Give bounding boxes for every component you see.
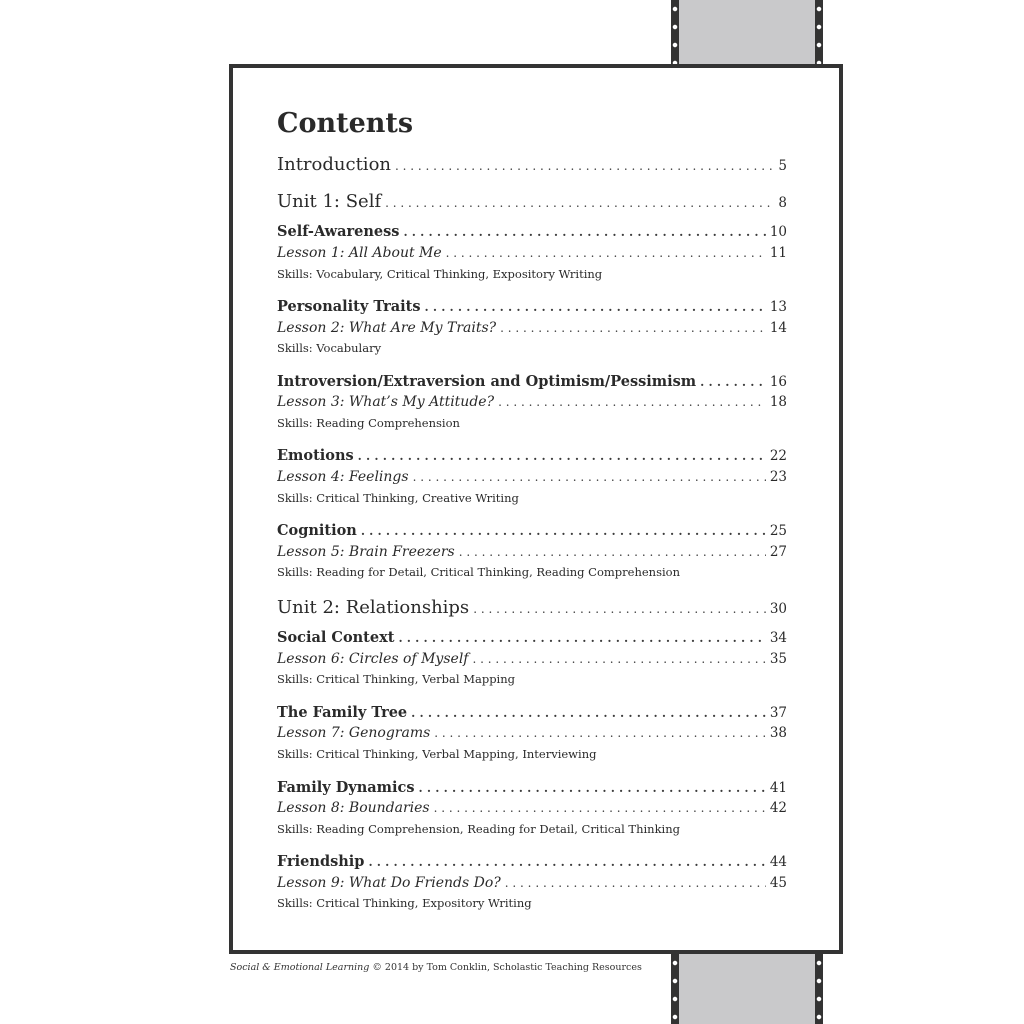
dot-leader bbox=[459, 542, 766, 562]
toc-skills: Skills: Critical Thinking, Verbal Mapping bbox=[277, 672, 516, 687]
toc-page-number: 5 bbox=[778, 158, 787, 175]
toc-lesson-row[interactable] bbox=[277, 467, 787, 488]
decorative-strip-bottom bbox=[671, 954, 823, 1024]
toc-page-number: 14 bbox=[769, 319, 787, 336]
dot-leader bbox=[446, 243, 766, 263]
dot-leader bbox=[434, 723, 766, 743]
toc-page-number: 18 bbox=[769, 394, 787, 411]
toc-page-number: 37 bbox=[769, 704, 787, 721]
toc-topic-row[interactable] bbox=[277, 520, 787, 542]
toc-unit-row[interactable] bbox=[277, 597, 787, 620]
toc-unit-row[interactable] bbox=[277, 154, 787, 177]
toc-skills: Skills: Reading for Detail, Critical Thinking, Reading Comprehension bbox=[277, 565, 680, 580]
toc-entry-label: Introversion/Extraversion and Optimism/Pessimism bbox=[277, 372, 697, 390]
toc-lesson-row[interactable] bbox=[277, 873, 787, 894]
toc-entry-label: Lesson 8: Boundaries bbox=[277, 800, 430, 817]
toc-entry-label: Unit 1: Self bbox=[277, 190, 382, 212]
toc-page-number: 45 bbox=[769, 874, 787, 891]
footer-credit: © 2014 by Tom Conklin, Scholastic Teaching Resources bbox=[369, 962, 642, 973]
toc-page-number: 22 bbox=[769, 448, 787, 465]
toc-topic-row[interactable] bbox=[277, 627, 787, 649]
table-of-contents bbox=[277, 108, 787, 914]
toc-page-number: 44 bbox=[769, 854, 787, 871]
toc-entry-label: Lesson 9: What Do Friends Do? bbox=[277, 874, 501, 891]
dot-leader bbox=[500, 318, 766, 338]
toc-topic-row[interactable] bbox=[277, 221, 787, 243]
toc-entry-label: Lesson 1: All About Me bbox=[277, 244, 442, 261]
dot-leader bbox=[398, 627, 765, 648]
toc-entry-label: Lesson 6: Circles of Myself bbox=[277, 650, 469, 667]
toc-entry-label: Cognition bbox=[277, 522, 357, 540]
toc-topic-row[interactable] bbox=[277, 777, 787, 799]
toc-entry-label: Self-Awareness bbox=[277, 223, 400, 241]
toc-topic-row[interactable] bbox=[277, 371, 787, 393]
dot-leader bbox=[395, 154, 774, 177]
toc-unit-row[interactable] bbox=[277, 191, 787, 214]
decorative-strip-top bbox=[671, 0, 823, 64]
page-footer bbox=[230, 962, 642, 973]
dot-leader bbox=[498, 392, 766, 412]
toc-page-number: 34 bbox=[769, 630, 787, 647]
page-frame bbox=[229, 64, 843, 954]
toc-page-number: 8 bbox=[778, 194, 787, 211]
footer-book-title: Social & Emotional Learning bbox=[230, 962, 370, 973]
dot-leader bbox=[473, 597, 766, 620]
toc-page-number: 38 bbox=[769, 725, 787, 742]
toc-entry-label: Social Context bbox=[277, 629, 395, 647]
dot-leader bbox=[403, 221, 765, 242]
dot-leader bbox=[385, 191, 774, 214]
toc-skills: Skills: Critical Thinking, Expository Writing bbox=[277, 896, 532, 911]
dot-leader bbox=[424, 296, 765, 317]
toc-entry-label: Emotions bbox=[277, 447, 354, 465]
dot-leader bbox=[419, 777, 766, 798]
toc-topic-row[interactable] bbox=[277, 851, 787, 873]
toc-lesson-row[interactable] bbox=[277, 542, 787, 563]
dot-leader bbox=[700, 371, 766, 392]
toc-skills: Skills: Critical Thinking, Verbal Mapping, Interviewing bbox=[277, 747, 597, 762]
toc-lesson-row[interactable] bbox=[277, 723, 787, 744]
toc-page-number: 41 bbox=[769, 779, 787, 796]
toc-topic-row[interactable] bbox=[277, 702, 787, 724]
toc-entry-label: Family Dynamics bbox=[277, 778, 415, 796]
dot-leader bbox=[472, 649, 765, 669]
toc-page-number: 23 bbox=[769, 468, 787, 485]
toc-skills: Skills: Reading Comprehension bbox=[277, 415, 460, 430]
toc-page-number: 10 bbox=[769, 224, 787, 241]
toc-entry-label: Lesson 7: Genograms bbox=[277, 725, 431, 742]
toc-page-number: 16 bbox=[769, 373, 787, 390]
toc-entry-label: Lesson 5: Brain Freezers bbox=[277, 543, 455, 560]
toc-list bbox=[277, 154, 787, 914]
dot-leader bbox=[413, 467, 766, 487]
toc-topic-row[interactable] bbox=[277, 296, 787, 318]
toc-entry-label: Lesson 2: What Are My Traits? bbox=[277, 319, 497, 336]
dot-leader bbox=[434, 798, 766, 818]
dot-leader bbox=[505, 873, 766, 893]
toc-page-number: 11 bbox=[769, 244, 787, 261]
dot-leader bbox=[411, 702, 766, 723]
toc-lesson-row[interactable] bbox=[277, 649, 787, 670]
toc-skills: Skills: Reading Comprehension, Reading for Detail, Critical Thinking bbox=[277, 821, 680, 836]
toc-lesson-row[interactable] bbox=[277, 243, 787, 264]
toc-page-number: 30 bbox=[769, 600, 787, 617]
dot-leader bbox=[368, 851, 765, 872]
toc-page-number: 27 bbox=[769, 543, 787, 560]
toc-lesson-row[interactable] bbox=[277, 798, 787, 819]
toc-entry-label: Personality Traits bbox=[277, 298, 421, 316]
toc-entry-label: Introduction bbox=[277, 154, 391, 176]
toc-lesson-row[interactable] bbox=[277, 318, 787, 339]
toc-entry-label: Unit 2: Relationships bbox=[277, 596, 470, 618]
dot-leader bbox=[361, 520, 766, 541]
toc-topic-row[interactable] bbox=[277, 445, 787, 467]
toc-skills: Skills: Vocabulary bbox=[277, 341, 382, 356]
toc-page-number: 35 bbox=[769, 650, 787, 667]
page-title: Contents bbox=[277, 108, 414, 139]
toc-entry-label: Lesson 3: What’s My Attitude? bbox=[277, 394, 495, 411]
toc-entry-label: The Family Tree bbox=[277, 703, 408, 721]
toc-page-number: 25 bbox=[769, 523, 787, 540]
dot-leader bbox=[358, 445, 766, 466]
toc-entry-label: Lesson 4: Feelings bbox=[277, 468, 409, 485]
toc-skills: Skills: Critical Thinking, Creative Writing bbox=[277, 490, 519, 505]
toc-skills: Skills: Vocabulary, Critical Thinking, Expository Writing bbox=[277, 266, 603, 281]
toc-entry-label: Friendship bbox=[277, 853, 365, 871]
toc-page-number: 42 bbox=[769, 800, 787, 817]
toc-lesson-row[interactable] bbox=[277, 392, 787, 413]
toc-page-number: 13 bbox=[769, 299, 787, 316]
